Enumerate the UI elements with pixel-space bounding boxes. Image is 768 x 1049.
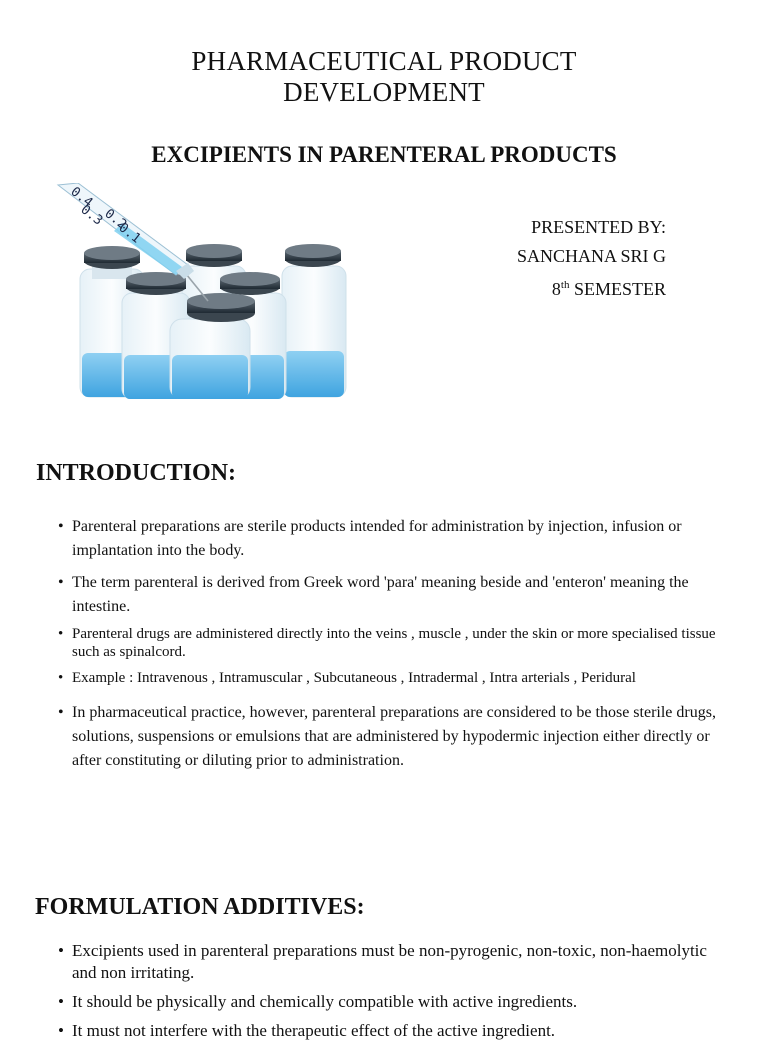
title-line-1: PHARMACEUTICAL PRODUCT [191, 46, 577, 76]
semester: 8th SEMESTER [551, 279, 666, 299]
formulation-list [58, 940, 718, 1049]
vial-back-right [282, 244, 346, 397]
list-item: • Parenteral preparations are sterile products intended for administration by injection, infusion or implantation into the body. [58, 515, 718, 563]
syringe-marking-0.4: 0.4 [67, 184, 96, 211]
list-item: • It must not interfere with the therapeutic effect of the active ingredient. [58, 1020, 718, 1042]
title-line-2: DEVELOPMENT [283, 77, 485, 107]
syringe-marking-0.2: 0.2 [101, 206, 130, 233]
list-item: • It should be physically and chemically compatible with active ingredients. [58, 991, 718, 1013]
presenter-block [517, 213, 666, 304]
introduction-list [58, 515, 718, 773]
page-title [0, 46, 768, 108]
syringe-marking-0.1: 0.1 [115, 220, 144, 247]
vials-syringe-image [30, 183, 385, 399]
list-item: • In pharmaceutical practice, however, parenteral preparations are considered to be those sterile drugs, solutions, suspensions or emulsions that are administered by hypodermic injection either directly or after constituting or diluting prior to administration. [58, 701, 718, 773]
presenter-name: SANCHANA SRI G [516, 246, 666, 266]
introduction-heading: INTRODUCTION: [36, 460, 237, 486]
presented-by-label: PRESENTED BY: [531, 217, 666, 237]
list-item: • Parenteral drugs are administered directly into the veins , muscle , under the skin or more specialised tissue such as spinalcord. [58, 625, 718, 661]
list-item: • Example : Intravenous , Intramuscular , Subcutaneous , Intradermal , Intra arterials , Peridural [58, 669, 718, 687]
formulation-heading: FORMULATION ADDITIVES: [35, 894, 365, 920]
page-subtitle: EXCIPIENTS IN PARENTERAL PRODUCTS [151, 142, 617, 167]
syringe-marking-0.3: 0.3 [77, 202, 106, 229]
list-item: • Excipients used in parenteral preparations must be non-pyrogenic, non-toxic, non-haemolytic and non irritating. [58, 940, 718, 984]
list-item: • The term parenteral is derived from Greek word 'para' meaning beside and 'enteron' meaning the intestine. [58, 571, 718, 619]
